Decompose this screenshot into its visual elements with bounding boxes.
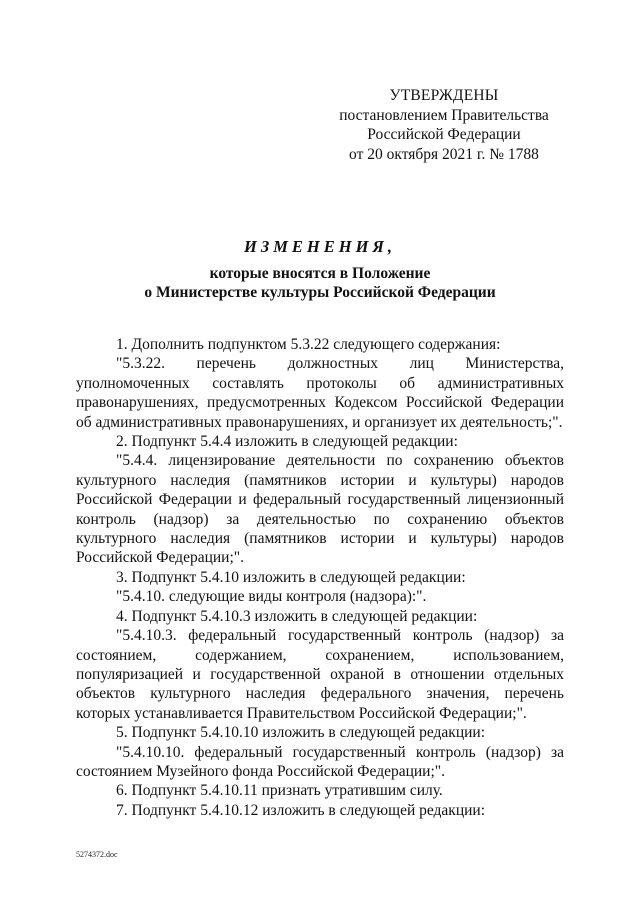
paragraph: 7. Подпункт 5.4.10.12 изложить в следующей редакции: [116,801,486,819]
document-subtitle-line-1: которые вносятся в Положение [209,265,431,282]
approval-line-1: постановлением Правительства [339,106,549,124]
paragraph: 3. Подпункт 5.4.10 изложить в следующей редакции: [116,568,466,586]
paragraph: 2. Подпункт 5.4.4 изложить в следующей редакции: [116,433,458,451]
document-file-code: 5274372.doc [76,850,118,859]
paragraph: "5.4.10.10. федеральный государственный контроль (надзор) за состоянием Музейного фонда Российской Федерации;". [76,743,564,780]
approval-block [338,86,550,164]
approval-stamp: УТВЕРЖДЕНЫ [389,87,499,104]
paragraph: 6. Подпункт 5.4.10.11 признать утратившим силу. [116,782,443,800]
document-title: ИЗМЕНЕНИЯ, [244,237,396,256]
approval-line-2: Российской Федерации [367,126,521,143]
paragraph: "5.4.10. следующие виды контроля (надзора):". [116,588,427,606]
paragraph: 1. Дополнить подпунктом 5.3.22 следующего содержания: [116,336,501,353]
approval-line-3: от 20 октября 2021 г. № 1788 [349,145,539,163]
paragraph: "5.4.4. лицензирование деятельности по сохранению объектов культурного наследия (памятников истории и культуры) народов Российской Федерации и федеральный государственный лицензионный контроль (надзор) за деятельностью по сохранению объектов культурного наследия (памятников истории и культуры) народов Российской Федерации;". [76,452,564,567]
paragraph: 5. Подпункт 5.4.10.10 изложить в следующей редакции: [116,724,486,742]
paragraph: 4. Подпункт 5.4.10.3 изложить в следующей редакции: [116,607,478,625]
document-heading [60,236,580,302]
paragraph: "5.3.22. перечень должностных лиц Министерства, уполномоченных составлять протоколы об административных правонарушениях, предусмотренных Кодексом Российской Федерации об административных правонарушениях, и организует их деятельность;". [76,355,564,431]
document-body [76,335,564,820]
paragraph: "5.4.10.3. федеральный государственный контроль (надзор) за состоянием, содержанием, сохранением, использованием, популяризацией и государственной охраной в отношении отдельных объектов культурного наследия федерального значения, перечень которых устанавливается Правительством Российской Федерации;". [76,627,564,722]
document-subtitle-line-2: о Министерстве культуры Российской Федерации [144,284,496,301]
